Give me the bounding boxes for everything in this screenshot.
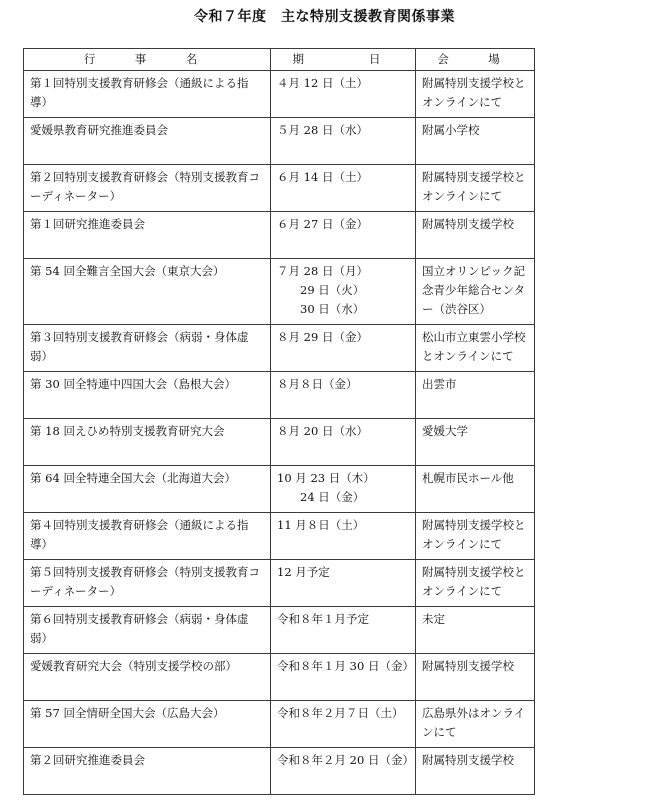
event-venue-cell: 松山市立東雲小学校とオンラインにて [416,325,535,372]
event-date-cell [271,654,416,701]
table-row [24,701,535,748]
event-venue-cell: 広島県外はオンラインにて [416,701,535,748]
table-row [24,118,535,165]
event-date-line: ８月 20 日（水） [277,424,368,438]
event-venue-cell: 出雲市 [416,372,535,419]
event-date-cell [271,607,416,654]
event-date-cell [271,560,416,607]
event-venue-cell: 附属小学校 [416,118,535,165]
event-date-cell [271,372,416,419]
event-venue-cell: 附属特別支援学校 [416,654,535,701]
event-date-line: ８月８日（金） [277,377,358,391]
event-date-line: 29 日（火） [300,283,365,297]
event-date-cell [271,259,416,325]
event-name-cell: 第６回特別支援教育研修会（病弱・身体虚弱） [24,607,271,654]
event-date-line: 11 月８日（土） [277,518,365,532]
event-date-cell [271,748,416,795]
event-venue-cell: 附属特別支援学校とオンラインにて [416,560,535,607]
event-date-line: ６月 14 日（土） [277,170,368,184]
event-date-line: 10 月 23 日（木） [277,471,375,485]
event-date-cell [271,701,416,748]
event-venue-cell: 未定 [416,607,535,654]
event-venue-cell: 国立オリンピック記念青少年総合センター（渋谷区） [416,259,535,325]
event-venue-cell: 附属特別支援学校とオンラインにて [416,513,535,560]
event-date-line: 24 日（金） [300,490,365,504]
event-date-cell [271,118,416,165]
event-date-cell [271,71,416,118]
table-header-row [24,49,535,71]
event-date-line: ５月 28 日（水） [277,123,368,137]
event-name-cell: 第１回研究推進委員会 [24,212,271,259]
event-date-cell [271,513,416,560]
column-header-event-name: 行 事 名 [24,49,271,71]
event-venue-cell: 札幌市民ホール他 [416,466,535,513]
table-row [24,560,535,607]
event-date-line: 令和８年２月７日（土） [277,706,404,720]
table-row [24,259,535,325]
table-row [24,466,535,513]
event-name-cell: 第２回特別支援教育研修会（特別支援教育コーディネーター） [24,165,271,212]
event-name-cell: 第 30 回全特連中四国大会（島根大会） [24,372,271,419]
event-venue-cell: 附属特別支援学校 [416,212,535,259]
table-row [24,372,535,419]
event-date-line: ８月 29 日（金） [277,330,368,344]
event-date-cell [271,466,416,513]
event-date-cell [271,325,416,372]
event-name-cell: 第４回特別支援教育研修会（通級による指導） [24,513,271,560]
event-date-line: ６月 27 日（金） [277,217,368,231]
event-venue-cell: 愛媛大学 [416,419,535,466]
event-name-cell: 第５回特別支援教育研修会（特別支援教育コーディネーター） [24,560,271,607]
table-row [24,748,535,795]
table-row [24,165,535,212]
event-date-cell [271,212,416,259]
event-name-cell: 第 57 回全情研全国大会（広島大会） [24,701,271,748]
event-date-cell [271,419,416,466]
column-header-venue: 会 場 [416,49,535,71]
event-name-cell: 第 64 回全特連全国大会（北海道大会） [24,466,271,513]
event-date-line: 令和８年２月 20 日（金） [277,753,414,767]
event-venue-cell: 附属特別支援学校とオンラインにて [416,165,535,212]
page-title: 令和７年度 主な特別支援教育関係事業 [194,9,455,25]
event-date-line: 令和８年１月予定 [277,612,369,626]
column-header-date: 期 日 [271,49,416,71]
event-name-cell: 第 18 回えひめ特別支援教育研究大会 [24,419,271,466]
event-name-cell: 第２回研究推進委員会 [24,748,271,795]
event-date-line: 令和８年１月 30 日（金） [277,659,414,673]
table-row [24,419,535,466]
event-venue-cell: 附属特別支援学校 [416,748,535,795]
event-name-cell: 愛媛県教育研究推進委員会 [24,118,271,165]
table-row [24,325,535,372]
event-venue-cell: 附属特別支援学校とオンラインにて [416,71,535,118]
table-row [24,607,535,654]
event-name-cell: 愛媛教育研究大会（特別支援学校の部） [24,654,271,701]
table-row [24,71,535,118]
event-name-cell: 第３回特別支援教育研修会（病弱・身体虚弱） [24,325,271,372]
events-table [23,48,535,795]
table-row [24,654,535,701]
event-date-line: ４月 12 日（土） [277,76,368,90]
table-row [24,212,535,259]
event-date-line: 30 日（水） [300,302,365,316]
event-name-cell: 第 54 回全難言全国大会（東京大会） [24,259,271,325]
table-row [24,513,535,560]
event-date-line: ７月 28 日（月） [277,264,368,278]
event-date-cell [271,165,416,212]
event-name-cell: 第１回特別支援教育研修会（通級による指導） [24,71,271,118]
event-date-line: 12 月予定 [277,565,330,579]
